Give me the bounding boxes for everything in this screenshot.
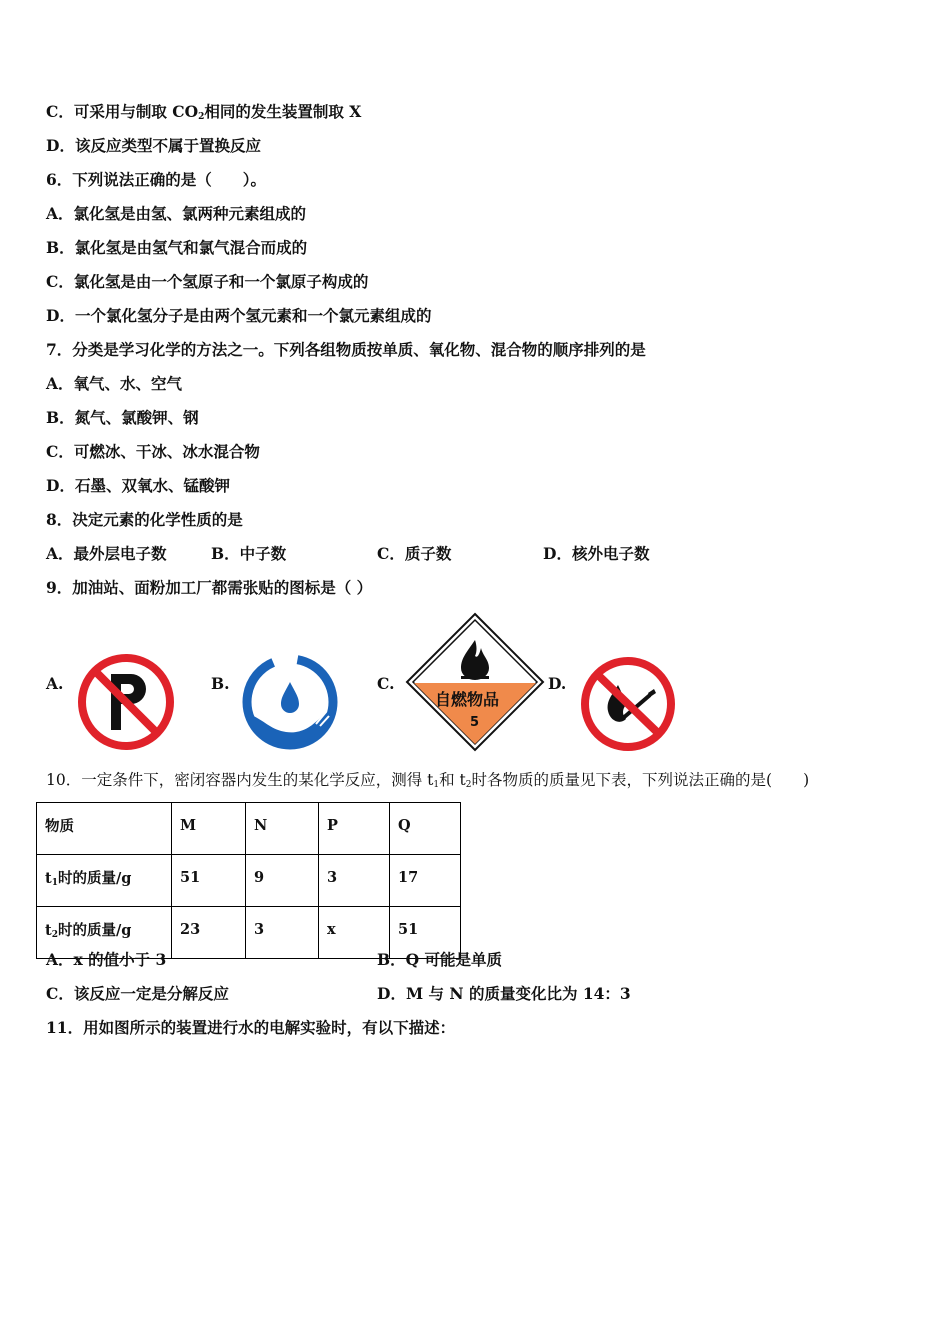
q10-option-a: A．x 的值小于 3 xyxy=(46,950,167,969)
q8-option-c: C．质子数 xyxy=(377,544,452,563)
table-cell: 17 xyxy=(390,855,461,907)
q7-option-b: B．氮气、氯酸钾、钢 xyxy=(46,408,199,427)
q6-option-b: B．氯化氢是由氢气和氯气混合而成的 xyxy=(46,238,308,257)
table-header-cell: 物质 xyxy=(37,803,172,855)
q5-option-c: C．可采用与制取 $CO_2$相同的发生装置制取 X xyxy=(46,102,362,122)
spontaneous-combustion-sign-icon xyxy=(405,612,545,752)
table-row-label: $t_2$时的质量/g xyxy=(37,907,172,959)
q6-option-d: D．一个氯化氢分子是由两个氢元素和一个氯元素组成的 xyxy=(46,306,432,325)
table-header-cell: P xyxy=(319,803,390,855)
table-cell: 51 xyxy=(172,855,246,907)
mass-table xyxy=(36,802,461,959)
table-cell: x xyxy=(319,907,390,959)
q9-label-d: D. xyxy=(548,674,567,693)
table-header-cell: Q xyxy=(390,803,461,855)
table-header-cell: N xyxy=(246,803,319,855)
q9-label-b: B. xyxy=(211,674,230,693)
table-row-label: $t_1$时的质量/g xyxy=(37,855,172,907)
q6-option-a: A．氯化氢是由氢、氯两种元素组成的 xyxy=(46,204,307,223)
sign-c-number: 5 xyxy=(470,715,480,730)
sign-c-text: 自燃物品 xyxy=(435,690,500,709)
q8-option-d: D．核外电子数 xyxy=(543,544,650,563)
table-header-row xyxy=(37,803,461,855)
table-cell: 3 xyxy=(319,855,390,907)
table-row xyxy=(37,855,461,907)
q9-label-a: A. xyxy=(46,674,64,693)
q6-stem: 6．下列说法正确的是（ ）。 xyxy=(46,170,267,189)
q8-option-b: B．中子数 xyxy=(211,544,287,563)
table-cell: 23 xyxy=(172,907,246,959)
no-parking-sign-icon xyxy=(76,652,176,752)
q9-stem: 9．加油站、面粉加工厂都需张贴的图标是（ ） xyxy=(46,578,373,597)
table-cell: 3 xyxy=(246,907,319,959)
water-saving-sign-icon xyxy=(240,652,340,752)
table-header-cell: M xyxy=(172,803,246,855)
q10-option-d: D．M 与 N 的质量变化比为 14：3 xyxy=(377,984,631,1003)
table-cell: 9 xyxy=(246,855,319,907)
q7-stem: 7．分类是学习化学的方法之一。下列各组物质按单质、氧化物、混合物的顺序排列的是 xyxy=(46,340,646,359)
q10-option-b: B．Q 可能是单质 xyxy=(377,950,502,969)
q8-option-a: A．最外层电子数 xyxy=(46,544,167,563)
q5-option-d: D．该反应类型不属于置换反应 xyxy=(46,136,261,155)
q10-stem: 10．一定条件下，密闭容器内发生的某化学反应，测得 $t_1$和 $t_2$时各物质的质量见下表，下列说法正确的是( ) xyxy=(46,771,810,790)
q7-option-a: A．氧气、水、空气 xyxy=(46,374,183,393)
table-cell: 51 xyxy=(390,907,461,959)
q8-stem: 8．决定元素的化学性质的是 xyxy=(46,510,243,529)
q7-option-d: D．石墨、双氧水、锰酸钾 xyxy=(46,476,230,495)
q11-stem: 11．用如图所示的装置进行水的电解实验时，有以下描述： xyxy=(46,1018,456,1037)
no-fire-sign-icon xyxy=(578,655,678,753)
q7-option-c: C．可燃冰、干冰、冰水混合物 xyxy=(46,442,260,461)
q6-option-c: C．氯化氢是由一个氢原子和一个氯原子构成的 xyxy=(46,272,369,291)
q9-label-c: C. xyxy=(377,674,395,693)
q10-option-c: C．该反应一定是分解反应 xyxy=(46,984,229,1003)
